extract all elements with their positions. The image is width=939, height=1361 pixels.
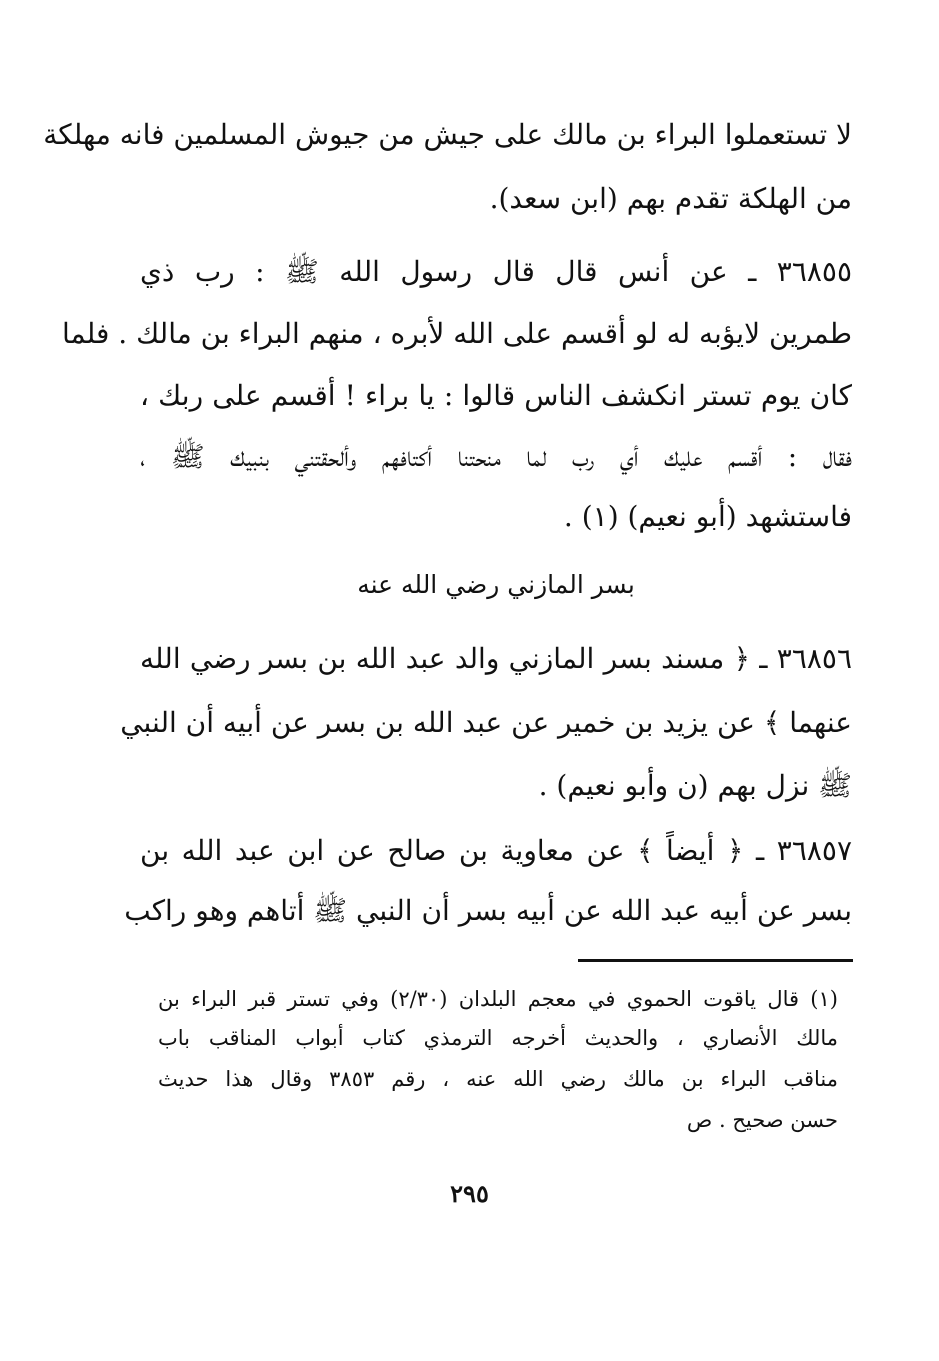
body-line-7: فاستشهد (أبو نعيم) (١) . — [563, 500, 852, 533]
body-line-5: كان يوم تستر انكشف الناس قالوا : يا براء ! أقسم على ربك ، — [140, 379, 852, 412]
body-line-2: من الهلكة تقدم بهم (ابن سعد). — [489, 182, 852, 215]
footnote-line-3: مناقب البراء بن مالك رضي الله عنه ، رقم ٣٨٥٣ وقال هذا حديث — [158, 1067, 839, 1091]
footnote-line-1: (١) قال ياقوت الحموي في معجم البلدان (٢/٣٠) وفي تستر قبر البراء بن — [158, 987, 838, 1011]
page-number: ٢٩٥ — [450, 1179, 489, 1208]
body-line-1: لا تستعملوا البراء بن مالك على جيش من جيوش المسلمين فانه مهلكة — [43, 118, 852, 151]
body-line-11: ٣٦٨٥٧ ـ ﴿ أيضاً ﴾ عن معاوية بن صالح عن ابن عبد الله بن — [140, 834, 852, 867]
footnote-line-4: حسن صحيح . ص — [686, 1108, 838, 1132]
body-line-12: بسر عن أبيه عبد الله عن أبيه بسر أن النبي ﷺ أتاهم وهو راكب — [124, 894, 852, 927]
footnote-line-2: مالك الأنصاري ، والحديث أخرجه الترمذي كتاب أبواب المناقب باب — [158, 1026, 838, 1050]
body-line-4: طمرين لايؤبه له لو أقسم على الله لأبره ، منهم البراء بن مالك . فلما — [62, 317, 852, 350]
body-line-9: عنهما ﴾ عن يزيد بن خمير عن عبد الله بن بسر عن أبيه أن النبي — [120, 706, 852, 739]
footnote-separator — [578, 959, 853, 962]
body-line-3: ٣٦٨٥٥ ـ عن أنس قال قال رسول الله ﷺ : رب ذي — [140, 255, 852, 288]
body-line-8: ٣٦٨٥٦ ـ ﴿ مسند بسر المازني والد عبد الله بن بسر رضي الله — [140, 642, 852, 675]
body-line-6: فقال : أقسم عليك أي رب لما منحتنا أكتافهم وألحقتني بنبيك ﷺ ، — [140, 440, 852, 473]
body-line-10: ﷺ نزل بهم (ن وأبو نعيم) . — [538, 769, 852, 802]
section-heading: بسر المازني رضي الله عنه — [357, 570, 635, 599]
